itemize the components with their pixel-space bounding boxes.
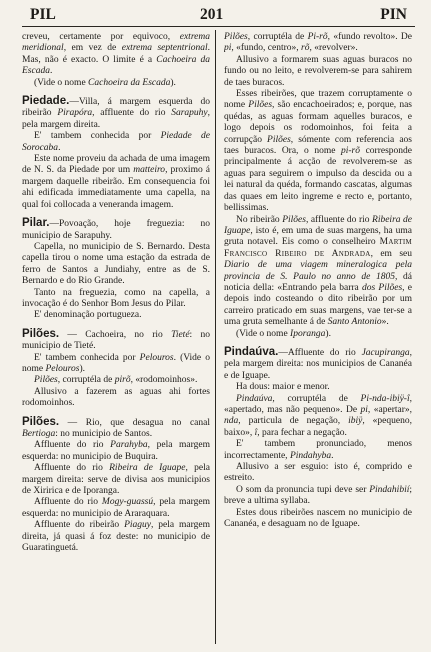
entry-definition: — Cachoeira, no rio Tieté: no municipio de Tieté. xyxy=(22,329,210,352)
body-paragraph: E' tambem pronunciado, menos incorrectamente, Pindahyba. xyxy=(224,439,412,461)
body-paragraph: Pindaúva, corruptéla de Pi-nda-ibiÿ-î, «apertado, mas não pequeno». De pi, «apertar», nda, particula de negação, ibiÿ, «pequeno, baixo», î, para fechar a negação. xyxy=(224,393,412,438)
entry-definition: —Povoação, hoje freguezia: no municipio de Sarapuhy. xyxy=(22,219,210,241)
entry-headword: Piedade. xyxy=(22,95,70,108)
body-paragraph: Affluente do rio Mogy-guassú, pela margem esquerda: no municipio de Araraquara. xyxy=(22,497,210,519)
body-paragraph: Esses ribeirões, que trazem corruptamente o nome Pilões, são encachoeirados; e, porque, nas quédas, as aguas formam aquelles buracos, e logo depois os rodomoinhos, foi feita a corrupção Pilões, sómente com referencia aos taes buracos. Ora, o nome pi-rõ corresponde principalmente á acção de revolverem-se as aguas para seguirem o impulso da descida ou a lei natural da quéda, formando cascatas, algumas das quaes em leito ingreme e recto e, portanto, bellissimas. xyxy=(224,89,412,214)
body-paragraph: No ribeirão Pilões, affluente do rio Ribeira de Iguape, isto é, em uma de suas margens, ha uma gruta notavel. Eis como o conselheiro Martim Francisco Ribeiro de Andrada, em seu Diario de uma viagem mineralogica pela provincia de S. Paulo no anno de 1805, dá noticia della: «Entrando pela barra dos Pilões, e depois indo costeando o dito ribeirão por um carreiro praticado em suas margens, vae ter-se a uma gruta semelhante á de Santo Antonio». xyxy=(224,214,412,328)
body-paragraph: E' tambem conhecida por Piedade de Sorocaba. xyxy=(22,131,210,153)
entry-headword: Pilões. xyxy=(22,415,60,428)
body-paragraph: Affluente do ribeirão Piaguy, pela margem direita, já quasi á foz deste: no municipio de Guaratinguetá. xyxy=(22,520,210,554)
right-column xyxy=(224,32,412,646)
entry-paragraph xyxy=(22,329,210,353)
body-paragraph: Tanto na freguezia, como na capella, a invocação é do Senhor Bom Jesus do Pilar. xyxy=(22,287,210,309)
body-paragraph: Estes dous ribeirões nascem no municipio de Cananéa, e desaguam no de Iguape. xyxy=(224,507,412,530)
body-paragraph: E' denominação portugueza. xyxy=(34,310,142,321)
body-paragraph: Allusivo a formarem suas aguas buracos no fundo ou no leito, e revolverem-se para sahirem de taes buracos. xyxy=(224,54,412,88)
entry-definition: — Rio, que desagua no canal Bertioga: no municipio de Santos. xyxy=(22,417,210,439)
entry-paragraph xyxy=(22,96,210,131)
body-paragraph: Affluente do rio Ribeira de Iguape, pela margem direita: serve de divisa aos municipios de Xiririca e de Iporanga. xyxy=(22,463,210,497)
right-guide-word: PIN xyxy=(380,6,407,23)
body-paragraph: Ha dous: maior e menor. xyxy=(236,382,330,393)
left-guide-word: PIL xyxy=(30,6,56,23)
entry-paragraph xyxy=(224,347,412,382)
body-paragraph: (Vide o nome Iporanga). xyxy=(236,328,331,339)
page-number: 201 xyxy=(200,6,224,23)
entry-headword: Pilões. xyxy=(22,327,60,340)
entry-definition: —Affluente do rio Jacupiranga, pela margem direita: nos municipios de Cananéa e de Iguape. xyxy=(224,347,412,381)
column-divider xyxy=(215,30,216,644)
body-paragraph: E' tambem conhecida por Pelouros. (Vide o nome Pelouros). xyxy=(22,352,210,374)
body-paragraph: Capella, no municipio de S. Bernardo. Desta capella tirou o nome uma estação da estrada de ferro de Santos a Jundiahy, entre as de S. Bernardo e do Rio Grande. xyxy=(22,241,210,287)
entry-headword: Pilar. xyxy=(22,217,50,230)
entry-paragraph xyxy=(22,218,210,242)
body-paragraph: O som da pronuncia tupi deve ser Pindahibií; breve a ultima syllaba. xyxy=(224,484,412,507)
left-column xyxy=(22,32,210,646)
continued-paragraph: creveu, certamente por equivoco, extrema meridional, em vez de extrema septentrional. Mas, não é exacto. O limite é a Cachoeira da Escada. xyxy=(22,32,210,77)
body-paragraph: Allusivo a ser esguio: isto é, comprido e estreito. xyxy=(224,462,412,484)
body-paragraph: Allusivo a fazerem as aguas ahi fortes rodomoinhos. xyxy=(22,386,210,409)
header-rule xyxy=(22,26,415,27)
page-header xyxy=(22,6,415,28)
entry-paragraph xyxy=(22,417,210,441)
entry-headword: Pindaúva. xyxy=(224,345,279,358)
body-paragraph: Este nome proveiu da achada de uma imagem de N. S. da Piedade por um matteiro, proximo á margem daquelle ribeirão. Em consequencia foi ahi edificada immediatamente uma capella, na qual foi collocada a veneranda imagem. xyxy=(22,154,210,210)
continued-paragraph: Pilões, corruptéla de Pi-rõ, «fundo revolto». De pi, «fundo, centro», rõ, «revolver». xyxy=(224,32,412,54)
body-paragraph: Pilões, corruptéla de pirõ, «rodomoinhos». xyxy=(34,375,198,386)
body-paragraph: Affluente do rio Parahyba, pela margem esquerda: no municipio de Buquira. xyxy=(22,440,210,462)
entry-definition: —Villa, á margem esquerda do ribeirão Pirapóra, affluente do rio Sarapuhy, pela margem direita. xyxy=(22,97,210,130)
body-paragraph: (Vide o nome Cachoeira da Escada). xyxy=(34,77,176,88)
